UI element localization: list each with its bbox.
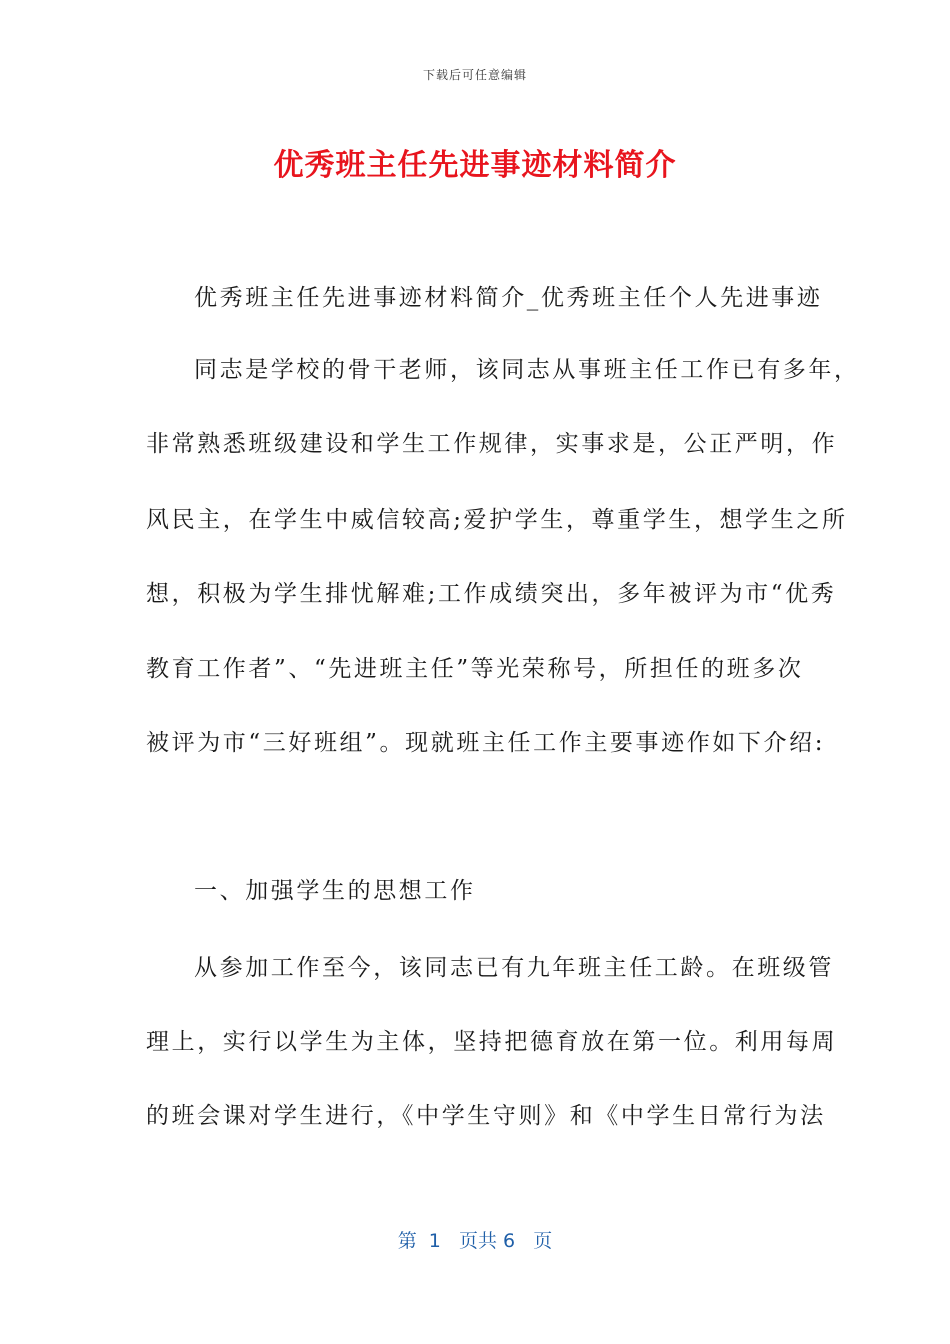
- header-note: 下载后可任意编辑: [422, 68, 527, 82]
- paragraph-line: 理上，实行以学生为主体，坚持把德育放在第一位。利用每周: [146, 1029, 838, 1055]
- paragraph-line: 非常熟悉班级建设和学生工作规律，实事求是，公正严明，作: [146, 431, 838, 457]
- paragraph-line: 优秀班主任先进事迹材料简介_优秀班主任个人先进事迹: [194, 285, 823, 311]
- paragraph-line: 的班会课对学生进行，《中学生守则》和《中学生日常行为法: [146, 1103, 826, 1129]
- paragraph-line: 同志是学校的骨干老师，该同志从事班主任工作已有多年，: [194, 357, 860, 383]
- document-title: 优秀班主任先进事迹材料简介: [273, 148, 677, 183]
- paragraph-line: 风民主，在学生中威信较高;爱护学生，尊重学生，想学生之所: [146, 507, 848, 533]
- paragraph-line: 想，积极为学生排忧解难;工作成绩突出，多年被评为市“优秀: [146, 581, 837, 607]
- page-number-footer: 第 1 页共 6 页: [397, 1230, 553, 1252]
- paragraph-line: 教育工作者”、“先进班主任”等光荣称号，所担任的班多次: [146, 656, 804, 682]
- paragraph-line: 从参加工作至今，该同志已有九年班主任工龄。在班级管: [194, 955, 834, 981]
- section-heading: 一、加强学生的思想工作: [194, 878, 476, 904]
- paragraph-line: 被评为市“三好班组”。现就班主任工作主要事迹作如下介绍:: [146, 730, 826, 756]
